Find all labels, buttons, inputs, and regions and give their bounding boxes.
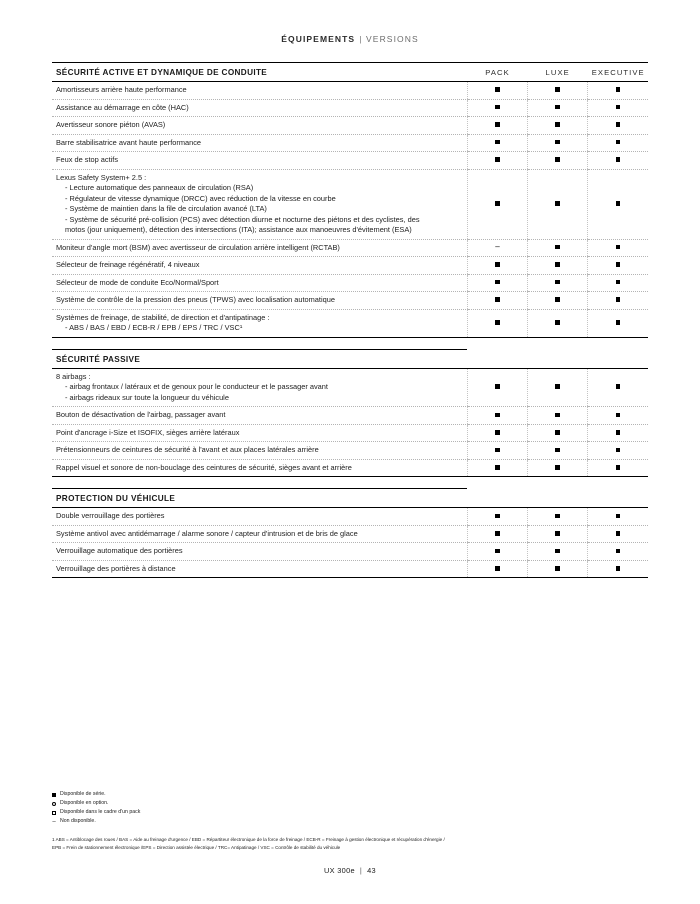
row-label-text: Double verrouillage des portières <box>56 511 165 521</box>
column-header-pack: PACK <box>467 63 527 82</box>
table-row <box>52 257 648 275</box>
standard-glyph <box>555 531 560 536</box>
standard-glyph <box>555 297 560 302</box>
row-label-text: Sélecteur de freinage régénératif, 4 niveaux <box>56 260 200 270</box>
column-header-luxe <box>528 489 588 508</box>
cell-luxe <box>528 442 588 460</box>
row-label-text: Système antivol avec antidémarrage / alarme sonore / capteur d'intrusion et de bris de glace <box>56 528 358 538</box>
cell-luxe <box>528 424 588 442</box>
cell-executive <box>588 407 648 425</box>
footer-model: UX 300e <box>324 866 355 875</box>
section-header-row <box>52 349 648 368</box>
page-footer <box>0 866 700 875</box>
standard-glyph <box>616 320 621 325</box>
table-row <box>52 525 648 543</box>
table-row <box>52 117 648 135</box>
legend-label: Disponible en option. <box>60 800 109 807</box>
row-label <box>52 257 467 275</box>
row-label <box>52 368 467 407</box>
standard-glyph <box>555 122 560 127</box>
column-header-executive <box>588 489 648 508</box>
cell-luxe <box>528 292 588 310</box>
cell-pack <box>467 292 527 310</box>
row-label-text: Barre stabilisatrice avant haute performance <box>56 137 202 147</box>
standard-glyph <box>616 465 621 470</box>
footer-separator: | <box>359 866 363 875</box>
cell-pack <box>467 442 527 460</box>
specs-table-body <box>52 63 648 578</box>
standard-glyph <box>616 201 621 206</box>
cell-luxe <box>528 543 588 561</box>
standard-glyph <box>555 448 560 453</box>
table-row <box>52 543 648 561</box>
standard-glyph <box>616 87 621 92</box>
row-label-text: Verrouillage automatique des portières <box>56 546 183 556</box>
row-label <box>52 292 467 310</box>
legend-filled-icon <box>52 793 56 797</box>
standard-glyph <box>616 514 621 519</box>
standard-glyph <box>555 430 560 435</box>
table-row <box>52 407 648 425</box>
row-label <box>52 134 467 152</box>
cell-luxe <box>528 82 588 100</box>
cell-pack <box>467 274 527 292</box>
cell-executive <box>588 169 648 239</box>
table-row <box>52 134 648 152</box>
section-spacer <box>52 337 648 349</box>
cell-executive <box>588 543 648 561</box>
row-label <box>52 543 467 561</box>
table-row <box>52 368 648 407</box>
standard-glyph <box>616 430 621 435</box>
cell-luxe <box>528 407 588 425</box>
cell-luxe <box>528 309 588 337</box>
standard-glyph <box>616 262 621 267</box>
standard-glyph <box>616 566 621 571</box>
row-label-text: Feux de stop actifs <box>56 155 119 165</box>
cell-pack <box>467 169 527 239</box>
cell-executive <box>588 117 648 135</box>
row-label <box>52 459 467 477</box>
cell-pack <box>467 525 527 543</box>
row-label-text: Prétensionneurs de ceintures de sécurité à l'avant et aux places latérales arrière <box>56 445 319 455</box>
cell-pack <box>467 257 527 275</box>
cell-luxe <box>528 274 588 292</box>
row-label <box>52 274 467 292</box>
cell-pack <box>467 117 527 135</box>
header-title: ÉQUIPEMENTS <box>281 34 356 44</box>
page-header <box>52 0 648 44</box>
table-row <box>52 274 648 292</box>
standard-glyph <box>555 262 560 267</box>
row-label-text: Point d'ancrage i-Size et ISOFIX, sièges arrière latéraux <box>56 427 240 437</box>
standard-glyph <box>555 566 560 571</box>
header-separator: | <box>359 34 363 44</box>
row-label <box>52 424 467 442</box>
table-row <box>52 508 648 526</box>
table-row <box>52 442 648 460</box>
standard-glyph <box>555 157 560 162</box>
footnote-line-1: 1 ABS = Antiblocage des roues / BAS = Aide au freinage d'urgence / EBD = Répartiteur électronique de la force de freinage / ECB-R = Freinage à gestion électronique et récupération d'énergie / <box>52 837 445 842</box>
cell-executive <box>588 560 648 578</box>
standard-glyph <box>495 384 500 389</box>
row-subline: - airbag frontaux / latéraux et de genoux pour le conducteur et le passager avant <box>65 382 328 392</box>
legend-item <box>52 808 140 817</box>
cell-luxe <box>528 152 588 170</box>
standard-glyph <box>616 280 621 285</box>
cell-executive <box>588 152 648 170</box>
cell-pack <box>467 407 527 425</box>
row-label-text: Système de contrôle de la pression des pneus (TPWS) avec localisation automatique <box>56 295 335 305</box>
standard-glyph <box>495 157 500 162</box>
standard-glyph <box>495 549 500 554</box>
column-header-pack <box>467 349 527 368</box>
row-label-text: Assistance au démarrage en côte (HAC) <box>56 102 189 112</box>
table-row <box>52 292 648 310</box>
cell-executive <box>588 239 648 257</box>
standard-glyph <box>495 280 500 285</box>
cell-executive <box>588 99 648 117</box>
row-label <box>52 152 467 170</box>
table-row <box>52 152 648 170</box>
standard-glyph <box>555 280 560 285</box>
cell-pack <box>467 99 527 117</box>
cell-executive <box>588 442 648 460</box>
row-label-text: Bouton de désactivation de l'airbag, passager avant <box>56 410 226 420</box>
cell-executive <box>588 459 648 477</box>
standard-glyph <box>495 262 500 267</box>
cell-pack <box>467 508 527 526</box>
cell-luxe <box>528 508 588 526</box>
cell-luxe <box>528 169 588 239</box>
standard-glyph <box>616 448 621 453</box>
legend-item <box>52 817 140 826</box>
standard-glyph <box>616 549 621 554</box>
standard-glyph <box>555 549 560 554</box>
standard-glyph <box>495 465 500 470</box>
cell-executive <box>588 368 648 407</box>
row-label-text: Sélecteur de mode de conduite Eco/Normal/Sport <box>56 277 219 287</box>
cell-pack <box>467 309 527 337</box>
row-label-text: 8 airbags : <box>56 371 91 381</box>
table-row <box>52 169 648 239</box>
cell-pack <box>467 543 527 561</box>
cell-pack <box>467 134 527 152</box>
row-label <box>52 407 467 425</box>
cell-executive <box>588 424 648 442</box>
row-label <box>52 525 467 543</box>
row-label <box>52 82 467 100</box>
row-label-text: Amortisseurs arrière haute performance <box>56 85 187 94</box>
cell-executive <box>588 508 648 526</box>
legend <box>52 790 140 826</box>
cell-luxe <box>528 459 588 477</box>
cell-luxe <box>528 257 588 275</box>
standard-glyph <box>495 531 500 536</box>
row-label-text: Rappel visuel et sonore de non-bouclage des ceintures de sécurité, sièges avant et arrière <box>56 462 352 472</box>
standard-glyph <box>616 297 621 302</box>
standard-glyph <box>495 320 500 325</box>
cell-executive <box>588 274 648 292</box>
standard-glyph <box>616 140 621 145</box>
row-subline: - airbags rideaux sur toute la longueur du véhicule <box>65 392 229 402</box>
cell-executive <box>588 309 648 337</box>
standard-glyph <box>555 245 560 250</box>
standard-glyph <box>495 514 500 519</box>
header-subtitle: VERSIONS <box>366 34 419 44</box>
row-label-text: Avertisseur sonore piéton (AVAS) <box>56 120 166 130</box>
cell-pack <box>467 459 527 477</box>
standard-glyph <box>616 157 621 162</box>
cell-executive <box>588 292 648 310</box>
cell-luxe <box>528 239 588 257</box>
row-subline: - Lecture automatique des panneaux de circulation (RSA) <box>65 183 254 193</box>
table-row <box>52 560 648 578</box>
cell-executive <box>588 257 648 275</box>
standard-glyph <box>495 430 500 435</box>
row-label-text: Systèmes de freinage, de stabilité, de direction et d'antipatinage : <box>56 312 270 322</box>
cell-executive <box>588 82 648 100</box>
section-title: SÉCURITÉ ACTIVE ET DYNAMIQUE DE CONDUITE <box>52 63 467 82</box>
column-header-luxe <box>528 349 588 368</box>
footer-page-number: 43 <box>367 866 376 875</box>
table-row <box>52 82 648 100</box>
section-spacer <box>52 477 648 489</box>
not-available-glyph: – <box>495 242 500 252</box>
legend-label: Disponible dans le cadre d'un pack <box>60 809 141 816</box>
standard-glyph <box>555 320 560 325</box>
cell-executive <box>588 134 648 152</box>
legend-item <box>52 790 140 799</box>
standard-glyph <box>495 297 500 302</box>
cell-pack <box>467 82 527 100</box>
row-label <box>52 239 467 257</box>
footnote <box>52 836 652 853</box>
row-label-text: Moniteur d'angle mort (BSM) avec avertisseur de circulation arrière intelligent (RCTAB) <box>56 242 340 252</box>
cell-pack <box>467 239 527 257</box>
spacer-cell <box>52 337 648 349</box>
specs-table <box>52 62 648 578</box>
standard-glyph <box>555 201 560 206</box>
standard-glyph <box>616 384 621 389</box>
table-row <box>52 99 648 117</box>
standard-glyph <box>616 122 621 127</box>
table-row <box>52 459 648 477</box>
legend-dash-icon: – <box>52 818 56 825</box>
spacer-cell <box>52 477 648 489</box>
row-label <box>52 99 467 117</box>
row-label-text: Lexus Safety System+ 2.5 : <box>56 172 147 182</box>
cell-luxe <box>528 368 588 407</box>
column-header-luxe: LUXE <box>528 63 588 82</box>
standard-glyph <box>616 413 621 418</box>
legend-label: Disponible de série. <box>60 791 106 797</box>
footnote-line-2: EPB = Frein de stationnement électronique /EPS = Direction assistée électrique / TRC= Antipatinage / VSC = Contrôle de stabilité du véhicule <box>52 845 341 851</box>
standard-glyph <box>555 465 560 470</box>
row-label <box>52 508 467 526</box>
cell-luxe <box>528 117 588 135</box>
standard-glyph <box>616 245 621 250</box>
row-subline: - Régulateur de vitesse dynamique (DRCC) avec réduction de la vitesse en courbe <box>65 193 336 203</box>
cell-luxe <box>528 99 588 117</box>
cell-pack <box>467 368 527 407</box>
row-label <box>52 117 467 135</box>
row-label-text: Verrouillage des portières à distance <box>56 563 176 573</box>
row-subline: - Système de sécurité pré-collision (PCS) avec détection diurne et nocturne des piétons et des cyclistes, des <box>65 214 420 224</box>
legend-open-icon <box>52 811 56 815</box>
standard-glyph <box>495 201 500 206</box>
legend-item <box>52 799 140 808</box>
standard-glyph <box>495 87 500 92</box>
standard-glyph <box>616 105 621 110</box>
table-row <box>52 239 648 257</box>
row-subline: - ABS / BAS / EBD / ECB-R / EPB / EPS / TRC / VSC¹ <box>65 323 243 333</box>
row-label <box>52 560 467 578</box>
row-subline: motos (jour uniquement), détection des intersections (ITA); assistance aux manoeuvres d'évitement (ESA) <box>65 225 412 235</box>
standard-glyph <box>555 413 560 418</box>
standard-glyph <box>555 514 560 519</box>
column-header-executive <box>588 349 648 368</box>
row-subline: - Système de maintien dans la file de circulation avancé (LTA) <box>65 204 267 214</box>
standard-glyph <box>495 122 500 127</box>
standard-glyph <box>616 531 621 536</box>
row-label <box>52 309 467 337</box>
section-header-row <box>52 489 648 508</box>
standard-glyph <box>555 105 560 110</box>
standard-glyph <box>555 87 560 92</box>
cell-luxe <box>528 525 588 543</box>
cell-executive <box>588 525 648 543</box>
section-title: SÉCURITÉ PASSIVE <box>52 349 467 368</box>
legend-label: Non disponible. <box>60 818 96 825</box>
row-label <box>52 169 467 239</box>
cell-luxe <box>528 560 588 578</box>
legend-circle-icon <box>52 802 56 806</box>
cell-pack <box>467 152 527 170</box>
column-header-executive: EXECUTIVE <box>588 63 648 82</box>
standard-glyph <box>495 566 500 571</box>
cell-luxe <box>528 134 588 152</box>
standard-glyph <box>495 448 500 453</box>
standard-glyph <box>495 140 500 145</box>
section-title: PROTECTION DU VÉHICULE <box>52 489 467 508</box>
standard-glyph <box>555 140 560 145</box>
table-row <box>52 309 648 337</box>
standard-glyph <box>555 384 560 389</box>
standard-glyph <box>495 413 500 418</box>
column-header-pack <box>467 489 527 508</box>
cell-pack <box>467 424 527 442</box>
row-label <box>52 442 467 460</box>
table-row <box>52 424 648 442</box>
standard-glyph <box>495 105 500 110</box>
cell-pack <box>467 560 527 578</box>
section-header-row <box>52 63 648 82</box>
